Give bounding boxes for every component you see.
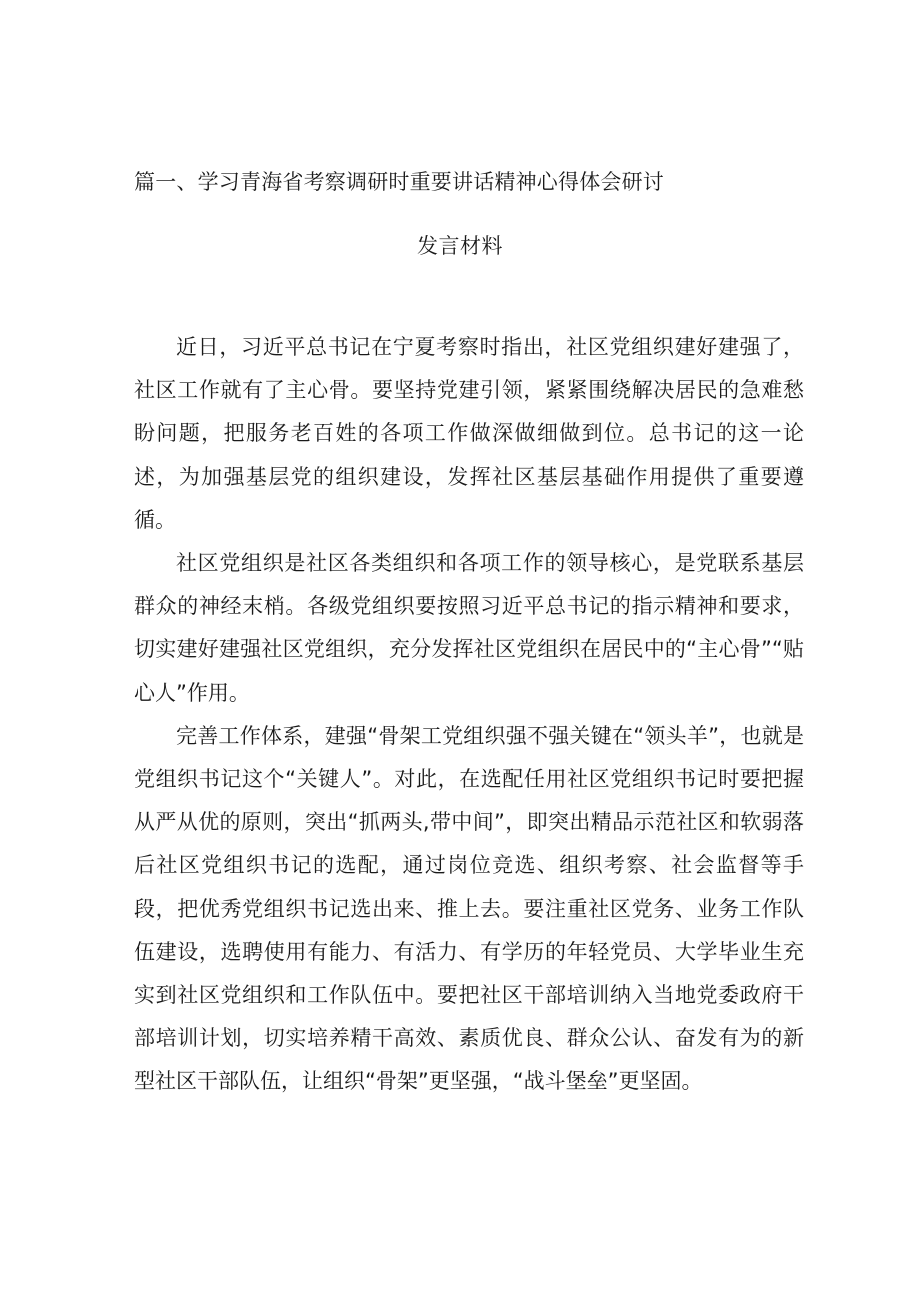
paragraph-2: 社区党组织是社区各类组织和各项工作的领导核心，是党联系基层群众的神经末梢。各级党组织要按照习近平总书记的指示精神和要求，切实建好建强社区党组织，充分发挥社区党组织在居民中的“主心骨”“贴心人”作用。 (134, 551, 804, 705)
document-title-line-2: 发言材料 (417, 234, 503, 258)
document-body (134, 326, 804, 1104)
paragraph-3: 完善工作体系，建强“骨架工党组织强不强关键在“领头羊”，也就是党组织书记这个“关键人”。对此，在选配任用社区党组织书记时要把握从严从优的原则，突出“抓两头,带中间”，即突出精品示范社区和软弱落后社区党组织书记的选配，通过岗位竞选、组织考察、社会监督等手段，把优秀党组织书记选出来、推上去。要注重社区党务、业务工作队伍建设，选聘使用有能力、有活力、有学历的年轻党员、大学毕业生充实到社区党组织和工作队伍中。要把社区干部培训纳入当地党委政府干部培训计划，切实培养精干高效、素质优良、群众公认、奋发有为的新型社区干部队伍，让组织“骨架”更坚强，“战斗堡垒”更坚固。 (134, 723, 804, 1094)
document-title-line-1: 篇一、学习青海省考察调研时重要讲话精神心得体会研讨 (134, 170, 664, 194)
paragraph-1: 近日，习近平总书记在宁夏考察时指出，社区党组织建好建强了，社区工作就有了主心骨。要坚持党建引领，紧紧围绕解决居民的急难愁盼问题，把服务老百姓的各项工作做深做细做到位。总书记的这一论述，为加强基层党的组织建设，发挥社区基层基础作用提供了重要遵循。 (134, 335, 804, 532)
